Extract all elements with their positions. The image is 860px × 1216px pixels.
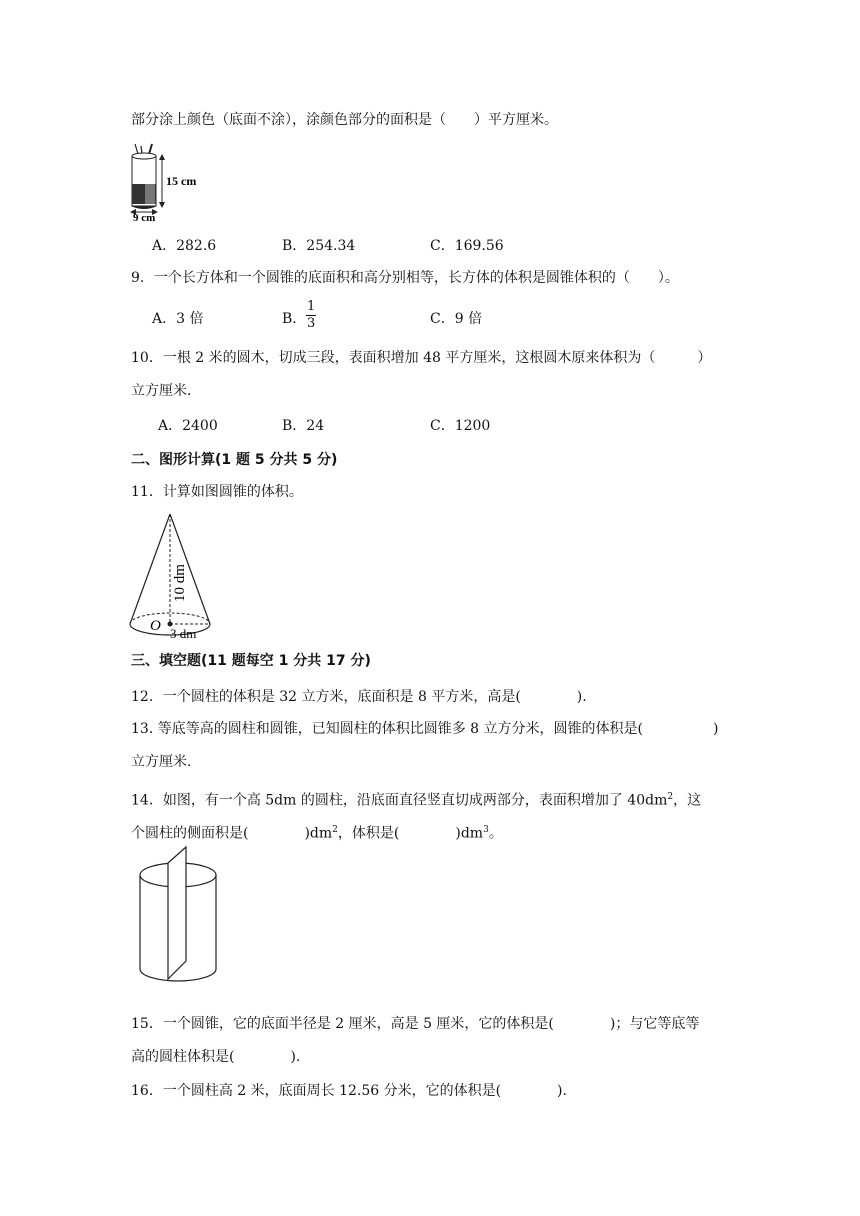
section-3-title: 三、填空题(11 题每空 1 分共 17 分) [131, 653, 371, 669]
q15-line1: 15．一个圆锥，它的底面半径是 2 厘米，高是 5 厘米，它的体积是( )；与它等底等 [131, 1016, 700, 1032]
q10-line2: 立方厘米. [131, 383, 192, 399]
q9-option-b-prefix: B． [282, 311, 307, 327]
q10-option-a[interactable]: A．2400 [158, 418, 218, 434]
q16-text: 16．一个圆柱高 2 米，底面周长 12.56 分米，它的体积是( ). [131, 1083, 567, 1099]
q8-option-b[interactable]: B．254.34 [282, 238, 356, 254]
q11-text: 11．计算如图圆锥的体积。 [131, 484, 303, 500]
q8-width-label: 9 cm [133, 212, 156, 222]
q8-figure [128, 140, 208, 222]
q13-line2: 立方厘米. [131, 754, 192, 770]
q14-line2 [131, 820, 503, 844]
q8-text: 部分涂上颜色（底面不涂），涂颜色部分的面积是（ ）平方厘米。 [131, 112, 558, 128]
q13-line1: 13. 等底等高的圆柱和圆锥，已知圆柱的体积比圆锥多 8 立方分米，圆锥的体积是( ) [131, 721, 719, 737]
q9-option-c[interactable]: C．9 倍 [430, 311, 483, 327]
q9-fraction-numerator: 1 [307, 299, 316, 314]
q14-line2-b: ，体积是( )dm [337, 825, 484, 842]
q14-line1-sup: 2 [667, 792, 674, 802]
q14-line2-sup2: 3 [483, 825, 489, 835]
q14-line1 [131, 787, 701, 811]
q12-text: 12．一个圆柱的体积是 32 立方米，底面积是 8 平方米，高是( ). [131, 689, 587, 705]
q11-height-label: 10 dm [172, 564, 188, 602]
q11-radius-label: 3 dm [170, 626, 197, 641]
q14-line2-a: 个圆柱的侧面积是( )dm [131, 825, 333, 842]
q8-height-label: 15 cm [166, 174, 197, 188]
q10-option-c[interactable]: C．1200 [430, 418, 491, 434]
q14-cylinder-figure [136, 845, 236, 985]
q9-fraction-denominator: 3 [307, 316, 316, 331]
q15-line2: 高的圆柱体积是( ). [131, 1049, 301, 1065]
q9-text: 9．一个长方体和一个圆锥的底面积和高分别相等，长方体的体积是圆锥体积的（ ）。 [131, 270, 679, 286]
q10-line1: 10．一根 2 米的圆木，切成三段，表面积增加 48 平方厘米，这根圆木原来体积为（ ） [131, 350, 712, 366]
q14-line1-text: 14．如图，有一个高 5dm 的圆柱，沿底面直径竖直切成两部分，表面积增加了 40dm [131, 792, 668, 809]
section-2-title: 二、图形计算(1 题 5 分共 5 分) [131, 452, 338, 468]
q11-center-label: O [150, 618, 161, 634]
q14-line2-end: 。 [488, 825, 503, 842]
q14-line1-end: ，这 [673, 792, 702, 809]
q8-option-c[interactable]: C．169.56 [430, 238, 504, 254]
q9-option-b-fraction [306, 299, 316, 332]
q9-option-a[interactable]: A．3 倍 [152, 311, 204, 327]
q14-line2-sup1: 2 [332, 825, 338, 835]
q8-option-a[interactable]: A．282.6 [152, 238, 217, 254]
q10-option-b[interactable]: B．24 [282, 418, 325, 434]
q11-cone-figure [126, 510, 226, 642]
